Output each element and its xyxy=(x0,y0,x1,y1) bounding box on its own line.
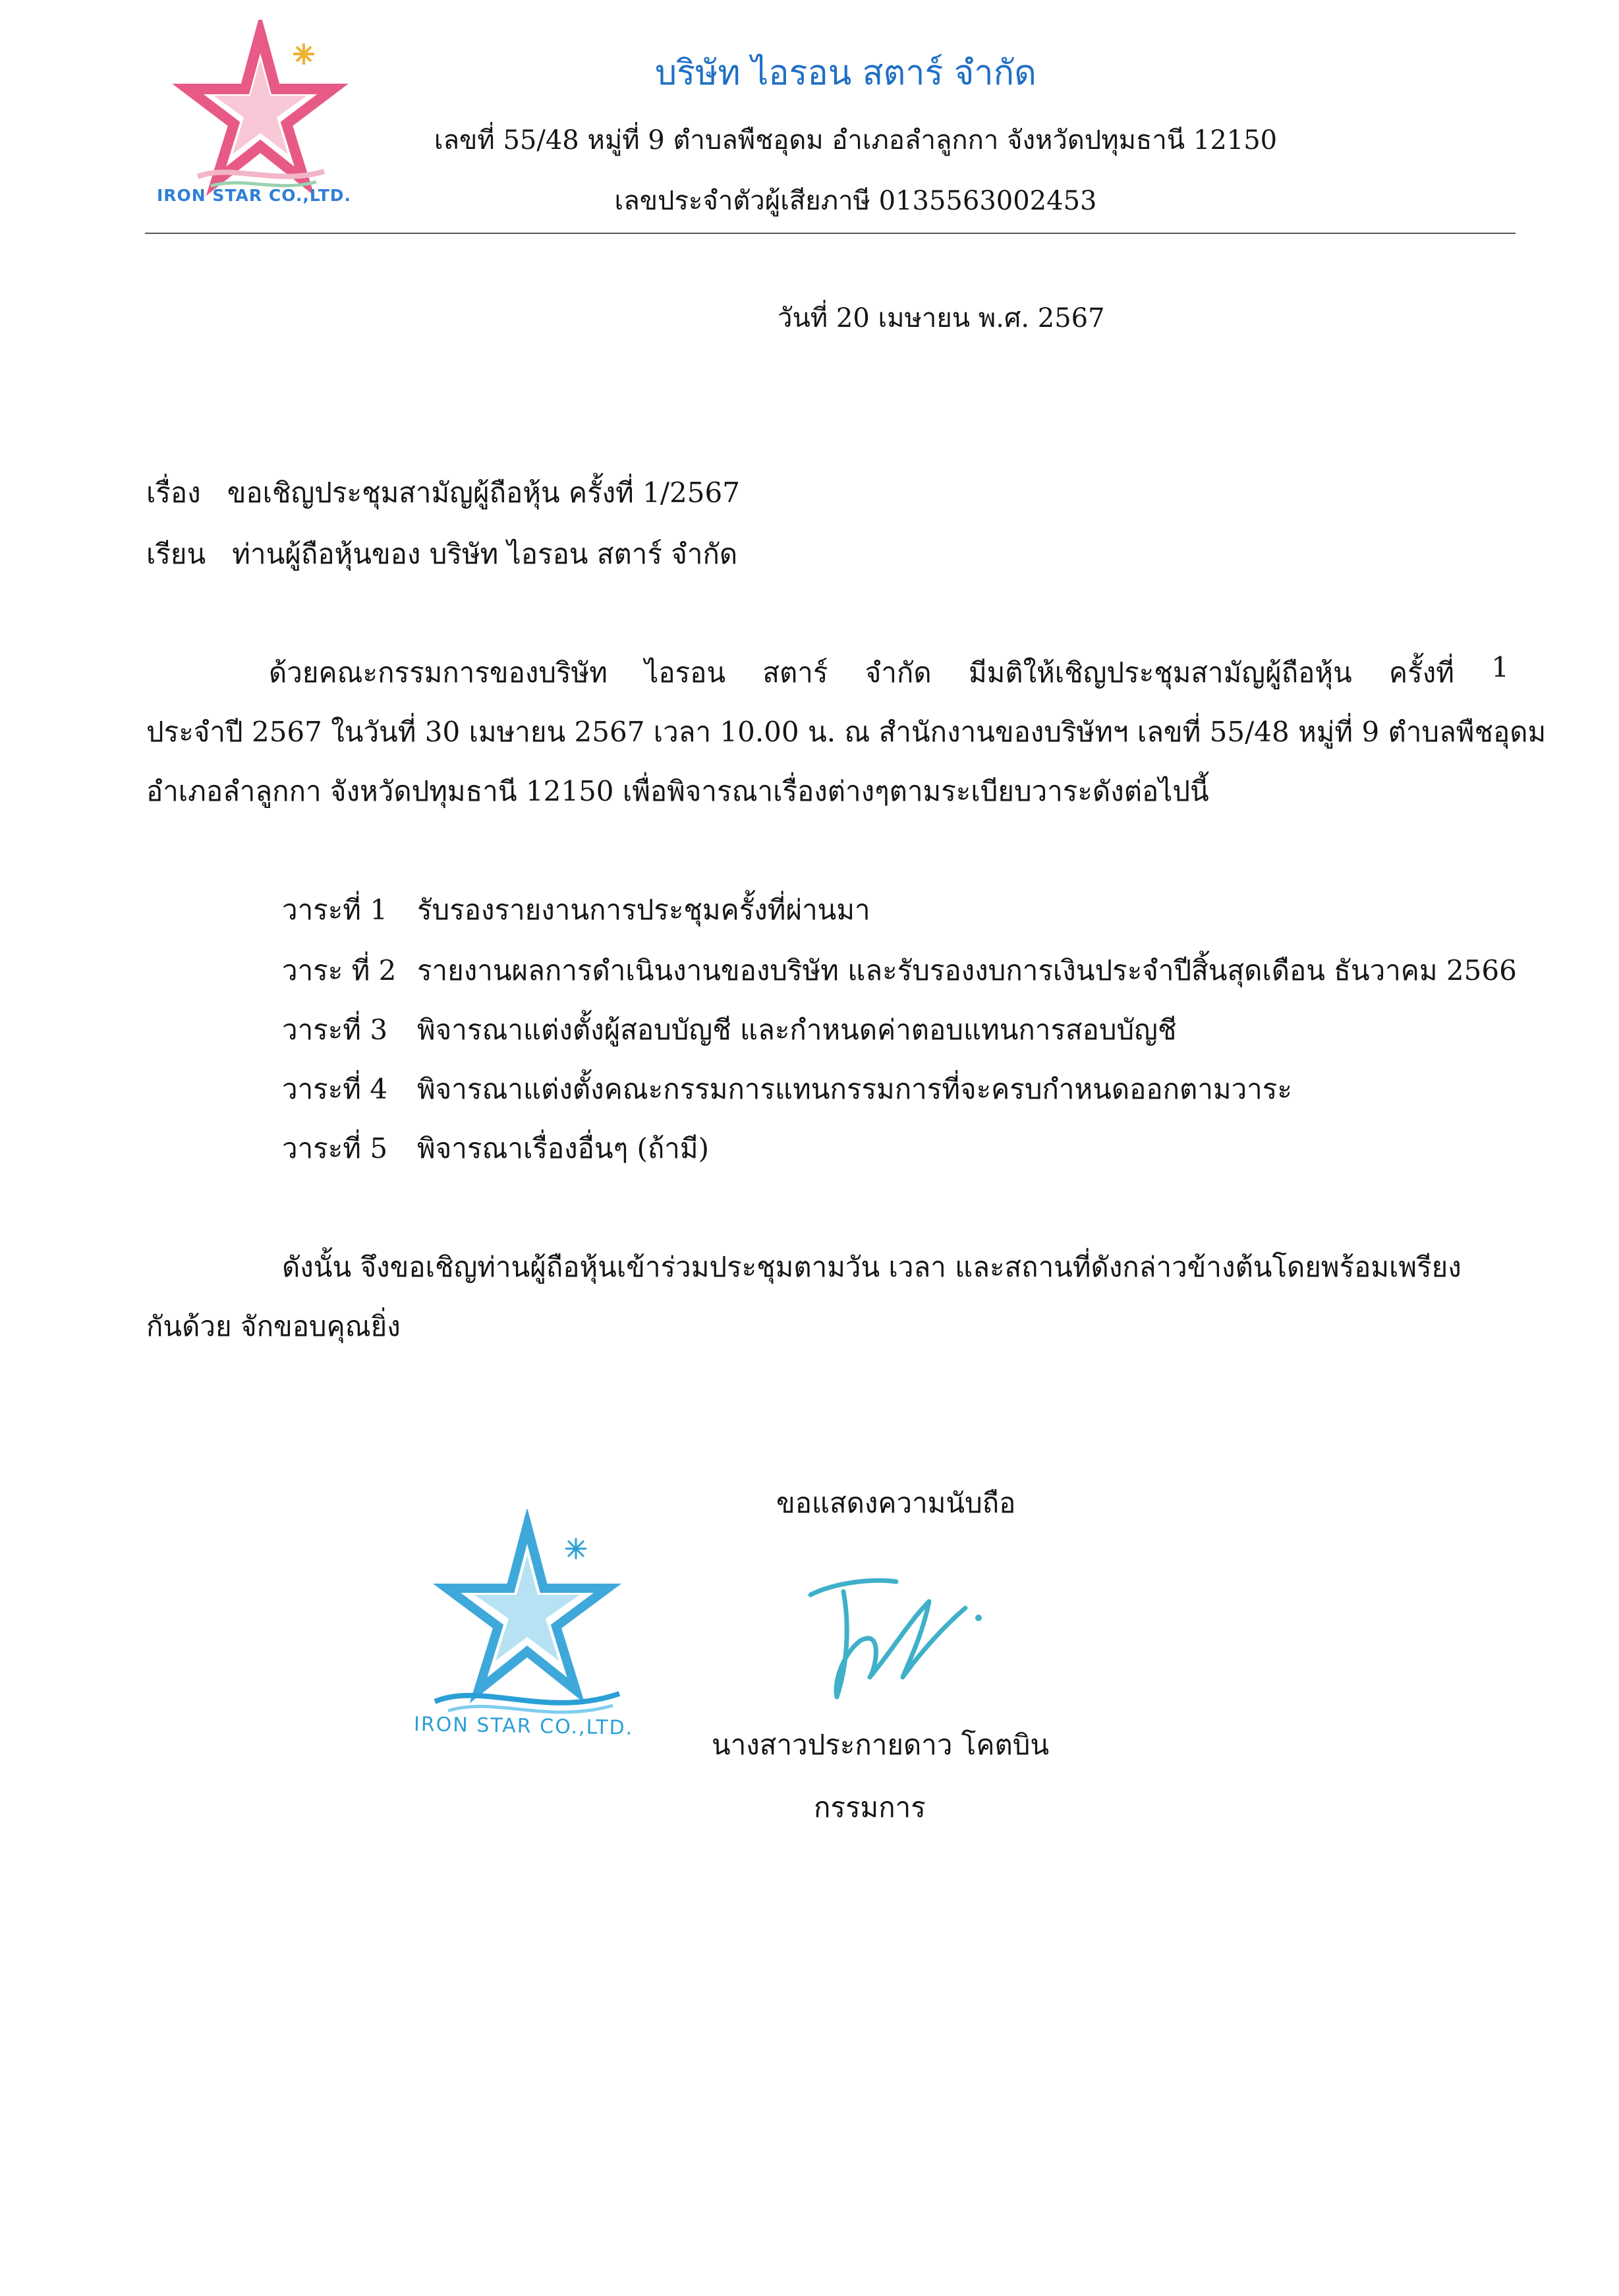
body-word: 1 xyxy=(1491,651,1509,683)
company-address: เลขที่ 55/48 หมู่ที่ 9 ตำบลพืชอุดม อำเภอลำลูกกา จังหวัดปทุมธานี 12150 xyxy=(434,125,1278,156)
body-word: ด้วยคณะกรรมการของบริษัท xyxy=(269,656,608,689)
body-paragraph-line-3: อำเภอลำลูกกา จังหวัดปทุมธานี 12150 เพื่อพิจารณาเรื่องต่างๆตามระเบียบวาระดังต่อไปนี้ xyxy=(146,775,1209,807)
recipient-text: ท่านผู้ถือหุ้นของ บริษัท ไอรอน สตาร์ จำกัด xyxy=(232,538,738,570)
agenda-number: วาระที่ 3 xyxy=(282,1014,388,1046)
agenda-number: วาระที่ 1 xyxy=(282,894,388,926)
agenda-text: รายงานผลการดำเนินงานของบริษัท และรับรองงบการเงินประจำปีสิ้นสุดเดือน ธันวาคม 2566 xyxy=(417,954,1517,987)
recipient-label: เรียน xyxy=(146,538,206,570)
stamp-caption: IRON STAR CO.,LTD. xyxy=(413,1713,634,1740)
closing-paragraph-line-2: กันด้วย จักขอบคุณยิ่ง xyxy=(146,1310,401,1342)
agenda-item xyxy=(282,1008,1176,1052)
agenda-item xyxy=(282,949,1517,992)
stamp-wave-icon xyxy=(435,1694,619,1703)
agenda-item xyxy=(282,1127,709,1170)
stamp-sparkle-icon xyxy=(565,1538,586,1559)
agenda-text: รับรองรายงานการประชุมครั้งที่ผ่านมา xyxy=(417,894,870,926)
company-name: บริษัท ไอรอน สตาร์ จำกัด xyxy=(655,53,1037,93)
recipient-line xyxy=(146,532,737,576)
company-stamp xyxy=(395,1509,672,1786)
body-word: มีมติให้เชิญประชุมสามัญผู้ถือหุ้น xyxy=(968,656,1352,689)
signer-name: นางสาวประกายดาว โคตบิน xyxy=(712,1729,1050,1761)
header-divider xyxy=(145,233,1516,234)
subject-label: เรื่อง xyxy=(146,476,201,509)
signature-mark xyxy=(797,1555,995,1720)
letter-date: วันที่ 20 เมษายน พ.ศ. 2567 xyxy=(778,303,1105,333)
closing-salutation: ขอแสดงความนับถือ xyxy=(776,1487,1016,1519)
agenda-text: พิจารณาแต่งตั้งคณะกรรมการแทนกรรมการที่จะครบกำหนดออกตามวาระ xyxy=(417,1073,1292,1105)
body-paragraph-line-2: ประจำปี 2567 ในวันที่ 30 เมษายน 2567 เวลา 10.00 น. ณ สำนักงานของบริษัทฯ เลขที่ 55/48 หมู่ที่ 9 ตำบลพืชอุดม xyxy=(146,716,1547,748)
body-word: ไอรอน xyxy=(644,656,726,689)
tax-id-line: เลขประจำตัวผู้เสียภาษี 0135563002453 xyxy=(614,186,1097,216)
body-word: สตาร์ xyxy=(762,656,828,689)
stamp-star-icon xyxy=(447,1526,608,1690)
agenda-number: วาระที่ 5 xyxy=(282,1132,388,1164)
agenda-number: วาระ ที่ 2 xyxy=(282,954,397,987)
agenda-number: วาระที่ 4 xyxy=(282,1073,388,1105)
subject-line xyxy=(146,471,740,515)
agenda-item xyxy=(282,1068,1292,1111)
closing-paragraph-line-1: ดังนั้น จึงขอเชิญท่านผู้ถือหุ้นเข้าร่วมประชุมตามวัน เวลา และสถานที่ดังกล่าวข้างต้นโดยพร้อมเพรียง xyxy=(282,1251,1462,1283)
body-word: จำกัด xyxy=(865,656,932,689)
agenda-text: พิจารณาแต่งตั้งผู้สอบบัญชี และกำหนดค่าตอบแทนการสอบบัญชี xyxy=(417,1014,1177,1046)
subject-text: ขอเชิญประชุมสามัญผู้ถือหุ้น ครั้งที่ 1/2567 xyxy=(227,476,740,509)
agenda-text: พิจารณาเรื่องอื่นๆ (ถ้ามี) xyxy=(417,1132,709,1164)
logo-caption: IRON STAR CO.,LTD. xyxy=(157,186,351,205)
signer-position: กรรมการ xyxy=(814,1791,926,1823)
body-word: ครั้งที่ xyxy=(1389,656,1454,689)
agenda-item xyxy=(282,888,870,932)
body-paragraph-line-1 xyxy=(269,651,1509,695)
